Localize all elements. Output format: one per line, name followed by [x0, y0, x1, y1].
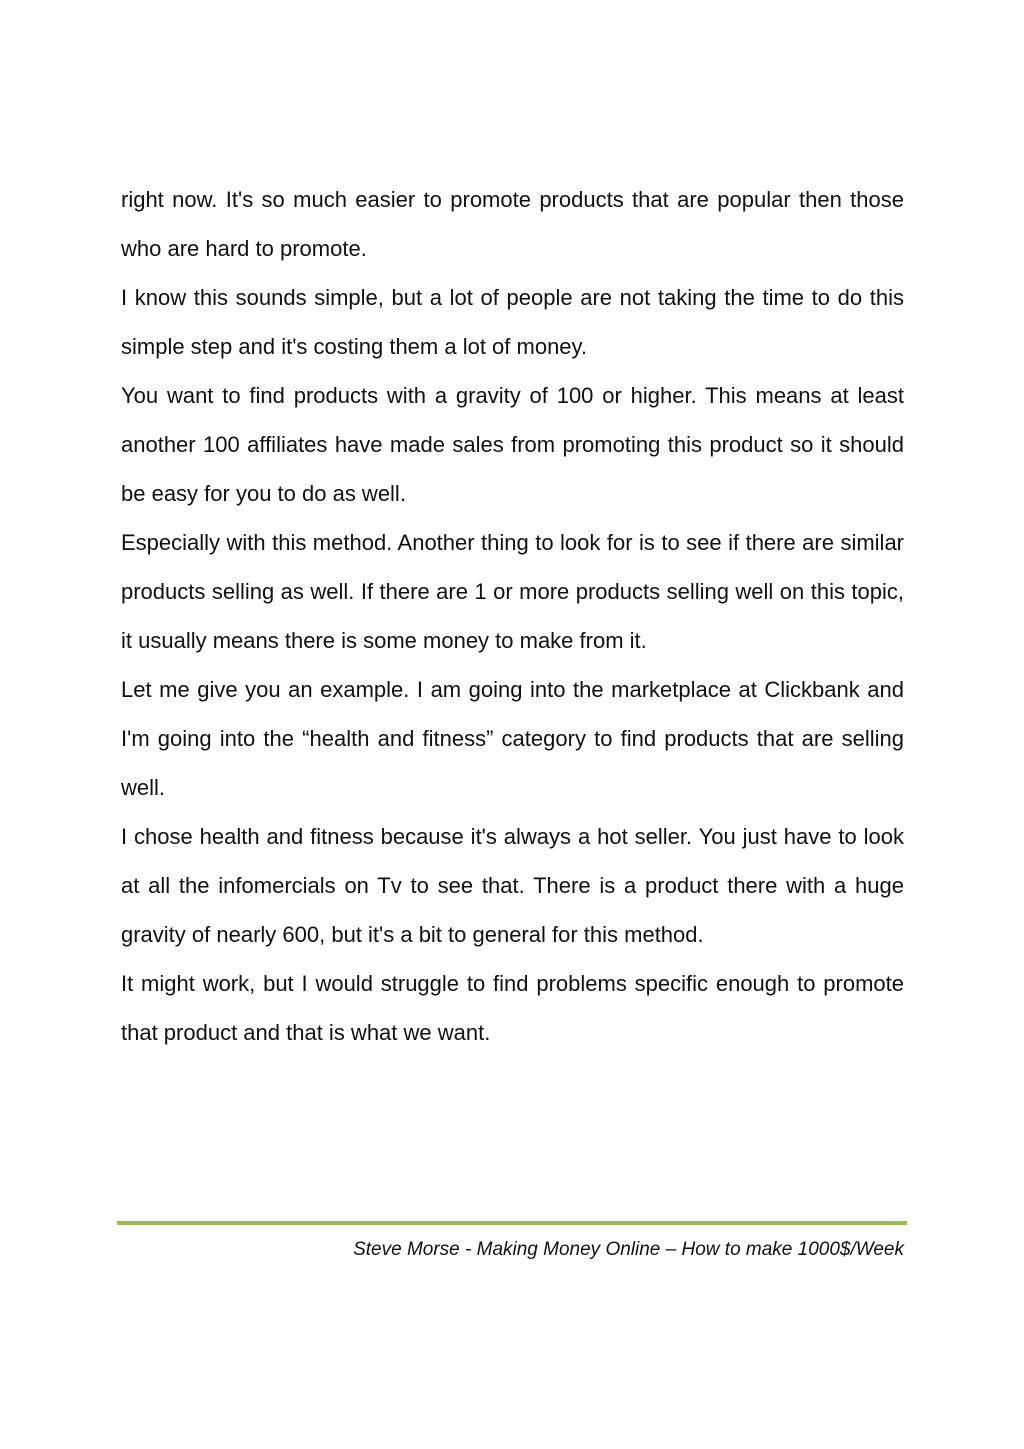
paragraph: It might work, but I would struggle to find problems specific enough to promote that product and that is what we want. [121, 971, 904, 1045]
paragraph: I know this sounds simple, but a lot of people are not taking the time to do this simple step and it's costing them a lot of money. [121, 285, 904, 359]
paragraph: Especially with this method. Another thing to look for is to see if there are similar products selling as well. If there are 1 or more products selling well on this topic, it usually means there is some money to make from it. [121, 530, 904, 653]
paragraph: You want to find products with a gravity of 100 or higher. This means at least another 100 affiliates have made sales from promoting this product so it should be easy for you to do as well. [121, 383, 904, 506]
body-text [121, 175, 904, 1057]
footer-divider [117, 1221, 907, 1225]
paragraph: I chose health and fitness because it's always a hot seller. You just have to look at all the infomercials on Tv to see that. There is a product there with a huge gravity of nearly 600, but it's a bit to general for this method. [121, 824, 904, 947]
footer-title: Steve Morse - Making Money Online – How to make 1000$/Week [353, 1239, 904, 1260]
paragraph: right now. It's so much easier to promote products that are popular then those who are hard to promote. [121, 187, 904, 261]
paragraph: Let me give you an example. I am going into the marketplace at Clickbank and I'm going into the “health and fitness” category to find products that are selling well. [121, 677, 904, 800]
